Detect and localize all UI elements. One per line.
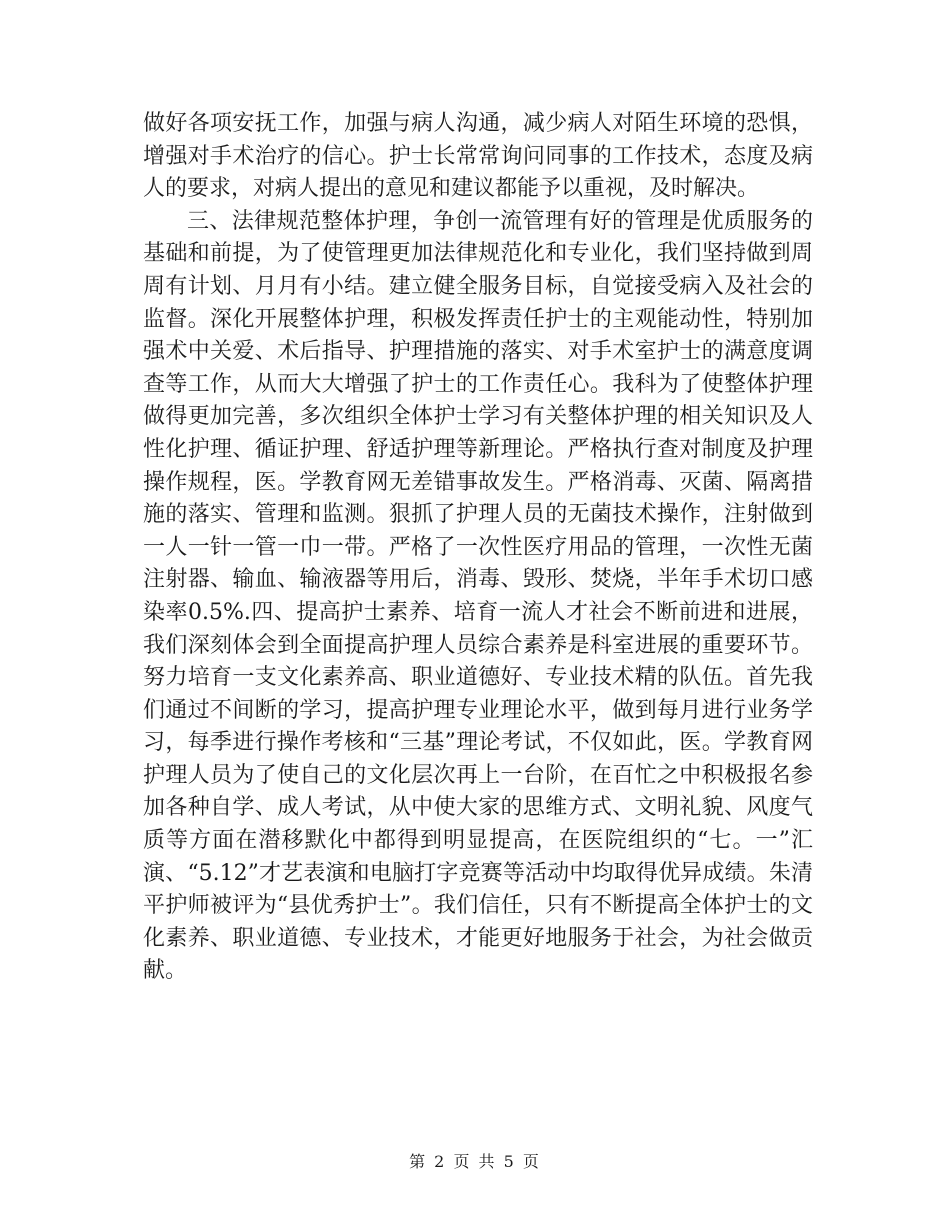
- paragraph-continuation: 做好各项安抚工作，加强与病人沟通，减少病人对陌生环境的恐惧，增强对手术治疗的信心。护士长常常询问同事的工作技术，态度及病人的要求，对病人提出的意见和建议都能予以重视，及时解决。: [143, 111, 813, 202]
- page-number-footer: 第 2 页 共 5 页: [409, 1152, 541, 1171]
- paragraph-section-three-four: 三、法律规范整体护理，争创一流管理有好的管理是优质服务的基础和前提，为了使管理更加法律规范化和专业化，我们坚持做到周周有计划、月月有小结。建立健全服务目标，自觉接受病入及社会的监督。深化开展整体护理，积极发挥责任护士的主观能动性，特别加强术中关爱、术后指导、护理措施的落实、对手术室护士的满意度调查等工作，从而大大增强了护士的工作责任心。我科为了使整体护理做得更加完善，多次组织全体护士学习有关整体护理的相关知识及人性化护理、循证护理、舒适护理等新理论。严格执行查对制度及护理操作规程，医。学教育网无差错事故发生。严格消毒、灭菌、隔离措施的落实、管理和监测。狠抓了护理人员的无菌技术操作，注射做到一人一针一管一巾一带。严格了一次性医疗用品的管理，一次性无菌注射器、输血、输液器等用后，消毒、毁形、焚烧，半年手术切口感染率0.5%.四、提高护士素养、培育一流人才社会不断前进和进展，我们深刻体会到全面提高护理人员综合素养是科室进展的重要环节。努力培育一支文化素养高、职业道德好、专业技术精的队伍。首先我们通过不间断的学习，提高护理专业理论水平，做到每月进行业务学习，每季进行操作考核和“三基”理论考试，不仅如此，医。学教育网护理人员为了使自己的文化层次再上一台阶，在百忙之中积极报名参加各种自学、成人考试，从中使大家的思维方式、文明礼貌、风度气质等方面在潜移默化中都得到明显提高，在医院组织的“七。一”汇演、“5.12”才艺表演和电脑打字竞赛等活动中均取得优异成绩。朱清平护师被评为“县优秀护士”。我们信任，只有不断提高全体护士的文化素养、职业道德、专业技术，才能更好地服务于社会，为社会做贡献。: [143, 208, 813, 984]
- document-body: [143, 108, 813, 988]
